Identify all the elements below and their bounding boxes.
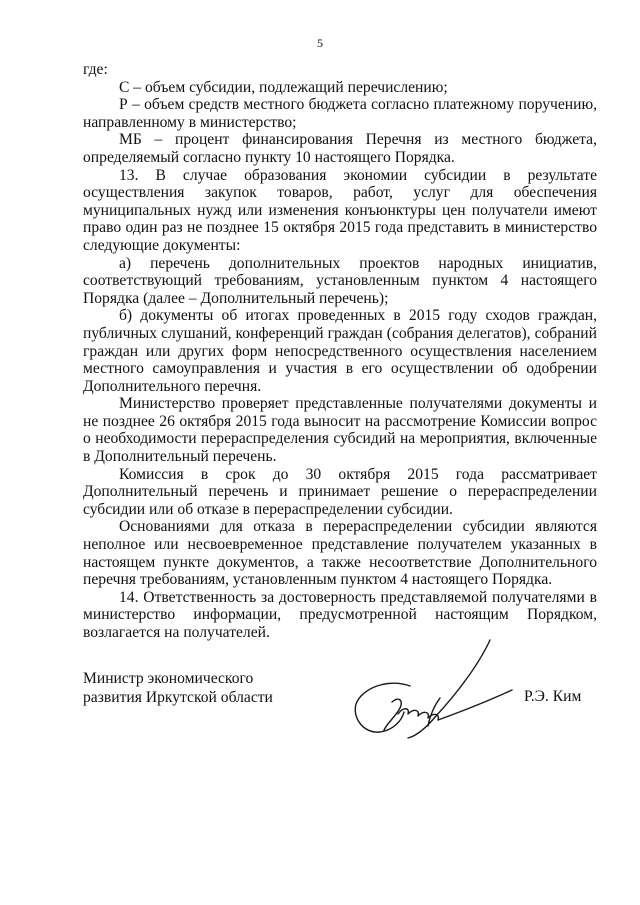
paragraph-commission-review: Комиссия в срок до 30 октября 2015 года рассматривает Дополнительный перечень и принимает решение о перераспределении субсидии или об отказе в перераспределении субсидии. — [83, 465, 597, 518]
paragraph-refusal-grounds: Основаниями для отказа в перераспределении субсидии являются неполное или несвоевременное представление получателем указанных в настоящем пункте документов, а также несоответствие Дополнительного перечня требованиям, установленным пунктом 4 настоящего Порядка. — [83, 518, 597, 589]
signatory-title-line1: Министр экономического — [83, 670, 254, 687]
paragraph-where: где: — [83, 61, 108, 78]
paragraph-clause-13: 13. В случае образования экономии субсидии в результате осуществления закупок товаров, работ, услуг для обеспечения муниципальных нужд или изменения конъюнктуры цен получатели имеют право один раз не позднее 15 октября 2015 года представить в министерство следующие документы: — [83, 166, 597, 254]
signatory-title — [83, 669, 273, 707]
paragraph-clause-13-b: б) документы об итогах проведенных в 2015 году сходов граждан, публичных слушаний, конференций граждан (собрания делегатов), собраний граждан или других форм непосредственного осуществления населением местного самоуправления и участия в его осуществлении об одобрении Дополнительного перечня. — [83, 307, 597, 395]
paragraph-clause-14: 14. Ответственность за достоверность представляемой получателями в министерство информации, предусмотренной настоящим Порядком, возлагается на получателей. — [83, 588, 597, 641]
page-number: 5 — [317, 36, 323, 50]
document-body — [83, 61, 597, 642]
handwritten-signature — [340, 636, 520, 746]
paragraph-ministry-review: Министерство проверяет представленные получателями документы и не позднее 26 октября 2015 года выносит на рассмотрение Комиссии вопрос о необходимости перераспределения субсидий на мероприятия, включенные в Дополнительный перечень. — [83, 395, 597, 466]
paragraph-clause-13-a: а) перечень дополнительных проектов народных инициатив, соответствующий требованиям, установленным пунктом 4 настоящего Порядка (далее – Дополнительный перечень); — [83, 254, 597, 307]
paragraph-definition-mb: МБ – процент финансирования Перечня из местного бюджета, определяемый согласно пункту 10 настоящего Порядка. — [83, 131, 597, 166]
paragraph-definition-p: Р – объем средств местного бюджета согласно платежному поручению, направленному в министерство; — [83, 96, 597, 131]
signatory-name: Р.Э. Ким — [524, 688, 582, 705]
signatory-title-line2: развития Иркутской области — [83, 689, 273, 706]
paragraph-definition-c: С – объем субсидии, подлежащий перечислению; — [119, 78, 448, 96]
